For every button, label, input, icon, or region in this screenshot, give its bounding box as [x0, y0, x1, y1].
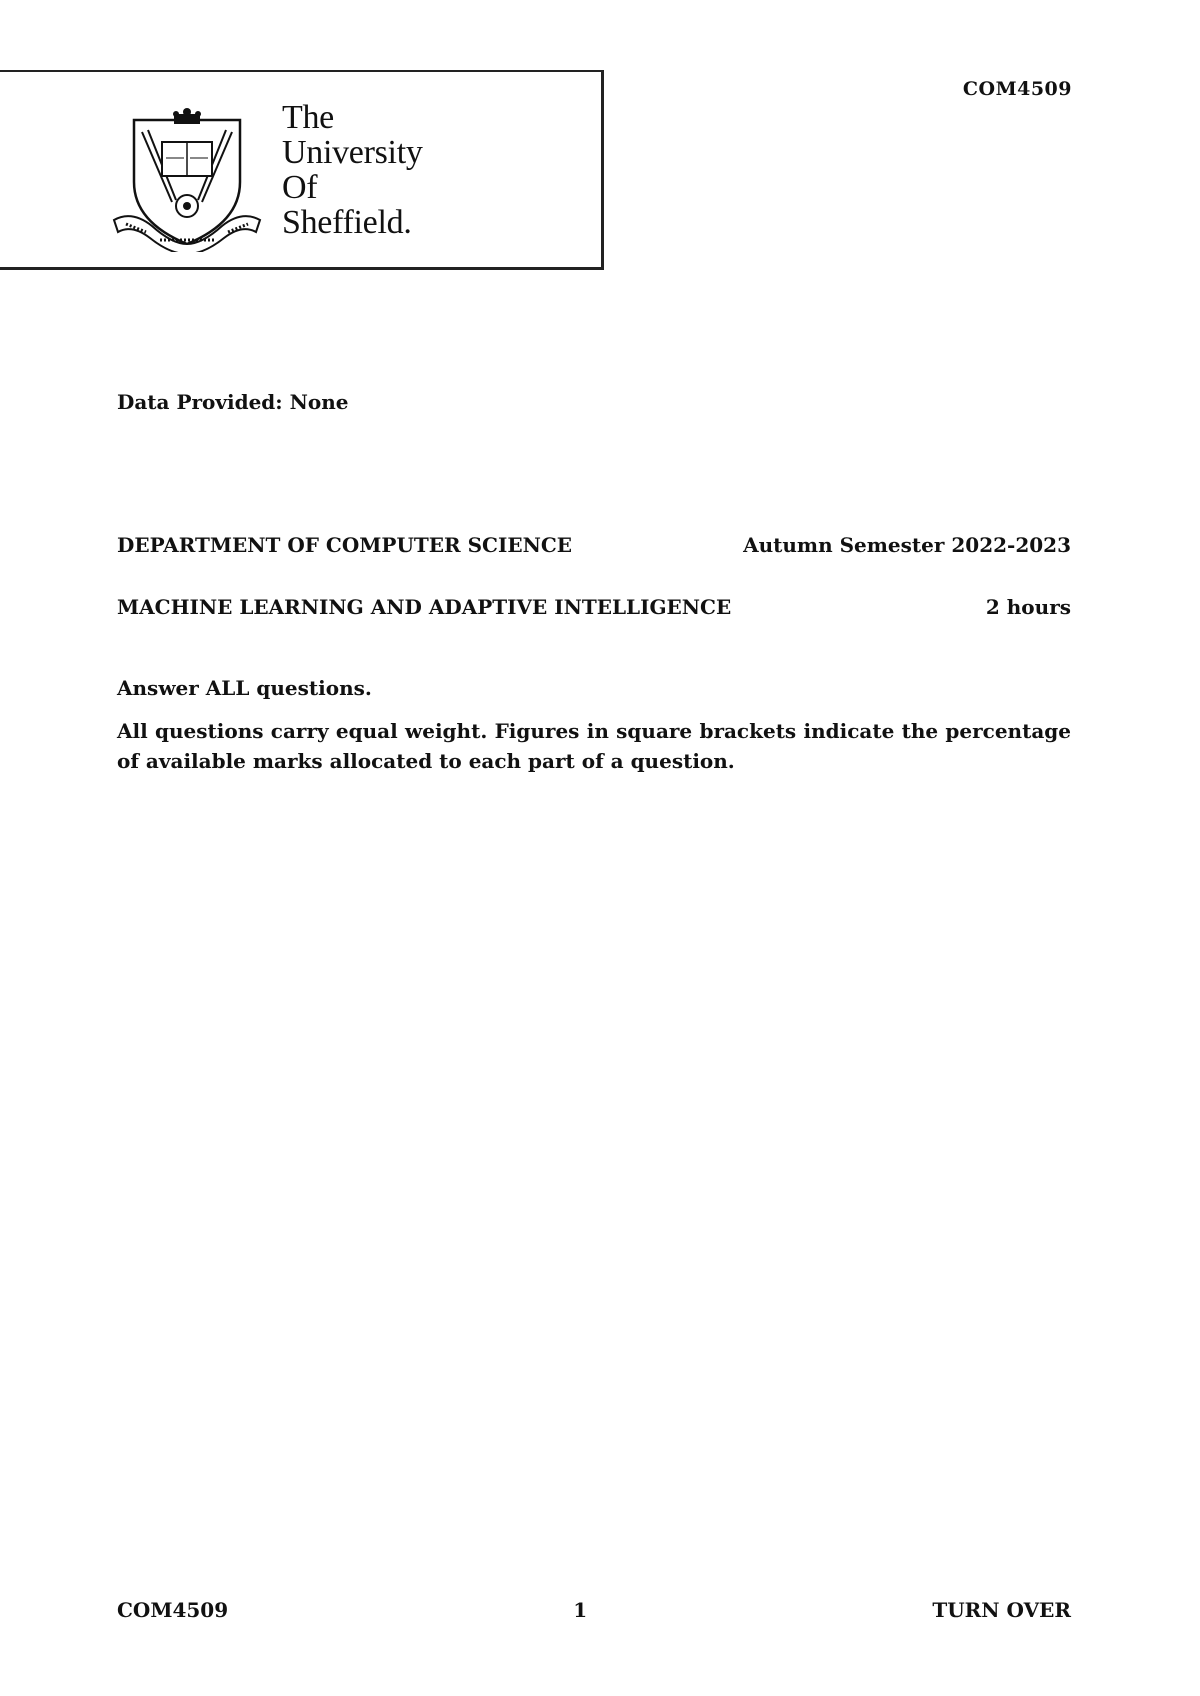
semester: Autumn Semester 2022-2023	[743, 533, 1071, 557]
wordmark-line-4: Sheffield.	[282, 204, 412, 241]
university-logo-box	[0, 70, 604, 270]
exam-duration: 2 hours	[985, 595, 1071, 619]
wordmark-line-3: Of	[282, 169, 318, 206]
answer-suffix: questions.	[249, 676, 372, 700]
department-name: DEPARTMENT OF COMPUTER SCIENCE	[117, 533, 573, 557]
answer-instruction	[117, 676, 372, 700]
answer-prefix: Answer	[117, 676, 206, 700]
turn-over-label: TURN OVER	[932, 1598, 1071, 1622]
weighting-instruction: All questions carry equal weight. Figures in square brackets indicate the percentage of available marks allocated to each part of a question.	[117, 719, 1071, 773]
data-provided: Data Provided: None	[117, 390, 349, 414]
answer-emphasis: ALL	[205, 676, 250, 700]
department-row	[117, 533, 1071, 557]
wordmark-line-1: The	[282, 99, 334, 136]
university-wordmark	[282, 100, 423, 240]
module-title: MACHINE LEARNING AND ADAPTIVE INTELLIGENCE	[117, 595, 732, 619]
module-row	[117, 595, 1071, 619]
page-footer	[117, 1598, 1071, 1622]
wordmark-line-2: University	[282, 134, 423, 171]
university-crest-icon	[112, 102, 262, 252]
page-number: 1	[573, 1598, 588, 1622]
module-code-header: COM4509	[962, 78, 1072, 100]
footer-module-code: COM4509	[117, 1598, 229, 1622]
